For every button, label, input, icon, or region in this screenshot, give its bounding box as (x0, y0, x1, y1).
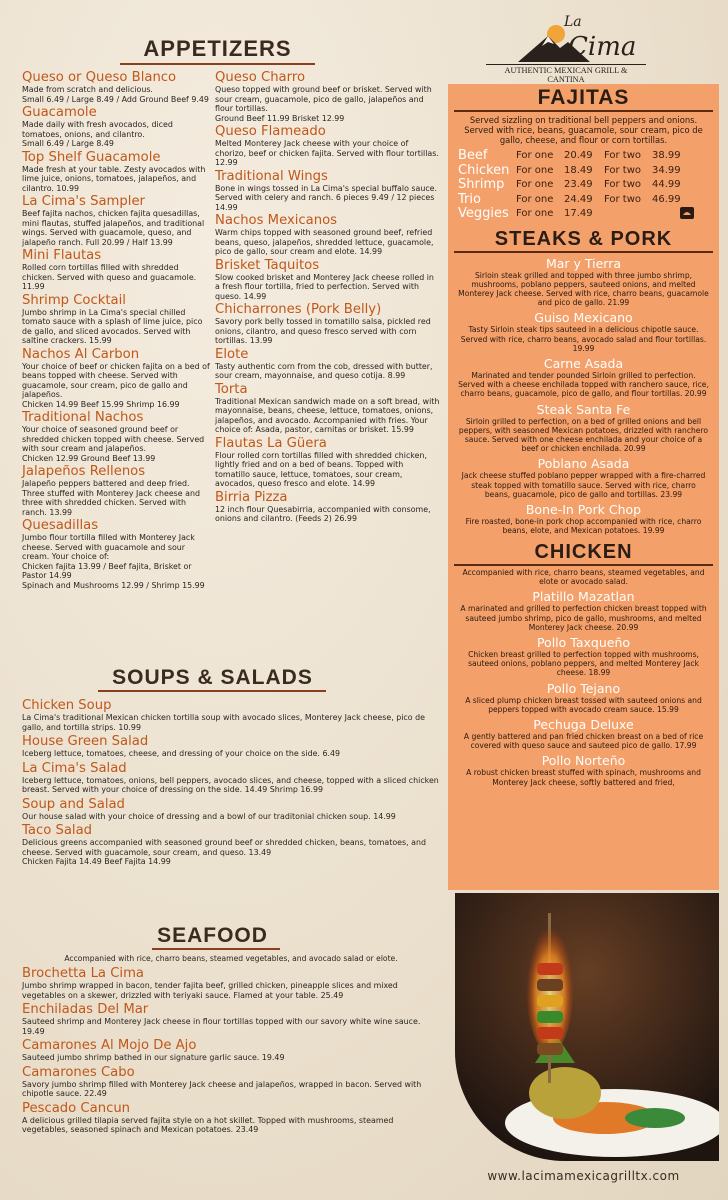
menu-item-name: Platillo Mazatlan (532, 589, 635, 605)
fajita-name: Chicken (458, 162, 510, 178)
menu-item-description: A marinated and grilled to perfection chicken breast topped with sauteed jumbo shrimp, pico de gallo, mushrooms, and melted Monterey Jack cheese. 20.99 (460, 604, 707, 632)
fajita-for-two-label: For two (604, 164, 642, 176)
fajitas-table (448, 149, 719, 222)
menu-item (22, 1101, 440, 1135)
menu-item-description: Jumbo flour tortilla filled with Monterey Jack cheese. Served with guacamole and sour cream. Your choice of: Chicken fajita 13.99 / Beef fajita, Brisket or Pastor 14.99 Spinach and Mushrooms 12.99 / Shrimp 15.99 (22, 533, 205, 590)
fajita-name: Trio (458, 191, 481, 207)
soups-column (22, 698, 440, 869)
menu-item (22, 698, 440, 732)
menu-item-name: Mini Flautas (22, 248, 102, 263)
menu-item-name: Mar y Tierra (545, 255, 622, 271)
menu-item (215, 213, 440, 257)
menu-item (22, 293, 212, 346)
menu-item (22, 70, 212, 104)
menu-item-name: Carne Asada (543, 355, 624, 371)
menu-item-name: Brisket Taquitos (215, 257, 320, 273)
menu-item-name: La Cima's Sampler (22, 194, 145, 209)
menu-item (22, 1065, 440, 1099)
menu-item-description: Traditional Mexican sandwich made on a soft bread, with mayonnaise, beans, cheese, lettuce, tomatoes, onions, jalapeños, and avocado. Accompanied with fries. Your choice of: Asada, pastor, carnitas or brisket. 15.99 (215, 396, 440, 434)
food-photo (455, 893, 719, 1161)
menu-item-description: Your choice of beef or chicken fajita on a bed of beans topped with cheese. Served with guacamole, sour cream, pico de gallo and jalapeños. Chicken 14.99 Beef 15.99 Shrimp 16.99 (22, 361, 210, 409)
menu-item (448, 681, 719, 714)
menu-item-name: Pescado Cancun (22, 1100, 131, 1116)
fajita-row (458, 193, 719, 208)
menu-item-description: Warm chips topped with seasoned ground beef, refried beans, queso, jalapeños, shredded lettuce, guacamole, pico de gallo, sour cream and elote. 14.99 (215, 228, 434, 256)
fajita-for-one-price: 20.49 (564, 150, 593, 161)
menu-item-name: Brochetta La Cima (22, 966, 145, 981)
menu-item-name: Soup and Salad (22, 796, 125, 812)
fajita-name: Beef (458, 148, 488, 163)
menu-item-description: Your choice of seasoned ground beef or shredded chicken topped with cheese. Served with sour cream and jalapeños. Chicken 12.99 Ground Beef 13.99 (22, 425, 205, 463)
menu-item (22, 248, 212, 292)
menu-item (215, 258, 440, 302)
menu-item-name: Quesadillas (22, 518, 99, 533)
menu-item (22, 734, 440, 759)
menu-item-description: Our house salad with your choice of dressing and a bowl of our traditonial chicken soup. 14.99 (22, 811, 396, 821)
chicken-subtitle: Accompanied with rice, charro beans, steamed vegetables, and elote or avocado salad. (462, 568, 705, 587)
menu-item (448, 310, 719, 353)
fajita-for-two-price: 44.99 (652, 179, 681, 190)
menu-item (22, 761, 440, 795)
menu-item-description: 12 inch flour Quesabirria, accompanied with consome, onions and cilantro. (Feeds 2) 26.99 (215, 504, 431, 523)
sizzling-skillet-icon (680, 207, 694, 219)
menu-item (22, 797, 440, 822)
seafood-column (22, 966, 440, 1137)
menu-item-name: Camarones Cabo (22, 1064, 135, 1080)
fajita-for-one-label: For one (516, 179, 554, 190)
soups-title: SOUPS & SALADS (112, 666, 313, 689)
appetizers-title: APPETIZERS (143, 36, 292, 61)
menu-item (448, 256, 719, 308)
brand-name-main: Cima (568, 32, 637, 62)
menu-item-name: Bone-In Pork Chop (525, 501, 642, 517)
seafood-subtitle: Accompanied with rice, charro beans, steamed vegetables, and avocado salad or elote. (64, 954, 398, 963)
right-panel (448, 84, 719, 890)
menu-item (448, 356, 719, 399)
menu-item-name: Pollo Taxqueño (536, 634, 631, 650)
menu-item (22, 464, 212, 517)
menu-item-description: Queso topped with ground beef or brisket. Served with sour cream, guacamole, pico de gallo, jalapeños and flour tortillas. Ground Beef 11.99 Brisket 12.99 (215, 85, 432, 123)
menu-item (22, 1002, 440, 1036)
fajita-name: Veggies (458, 206, 509, 221)
menu-item-description: Iceberg lettuce, tomatoes, onions, bell peppers, avocado slices, and cheese, topped with a sliced chicken breast. Served with your choice of dressing on the side. 14.49 Shrimp 16.99 (22, 775, 439, 794)
fajita-for-two-label (604, 207, 652, 222)
fajita-name: Shrimp (458, 177, 505, 192)
menu-item-description: Melted Monterey Jack cheese with your choice of chorizo, beef or chicken fajita. Served with flour tortillas. 12.99 (215, 139, 439, 167)
menu-item (448, 589, 719, 632)
menu-item-name: Pollo Norteño (541, 753, 626, 769)
menu-item-description: Delicious greens accompanied with seasoned ground beef or shredded chicken, beans, tomatoes, and cheese. Served with guacamole, sour cream, and queso. 13.49 Chicken Fajita 14.49 Beef Fajita 14.99 (22, 838, 426, 866)
fajita-for-two-price: 46.99 (652, 193, 681, 205)
menu-item-name: Taco Salad (22, 823, 93, 838)
menu-item-name: Torta (215, 381, 248, 397)
menu-item-name: Shrimp Cocktail (22, 292, 126, 308)
menu-item (22, 823, 440, 867)
menu-item-name: Chicharrones (Pork Belly) (215, 302, 382, 317)
menu-item-name: Chicken Soup (22, 698, 112, 713)
menu-item (22, 347, 212, 410)
menu-item (448, 502, 719, 535)
fajita-for-one-price: 24.49 (564, 193, 593, 205)
menu-item-description: Made daily with fresh avocados, diced tomatoes, onions, and cilantro. Small 6.49 / Large 8.49 (22, 120, 173, 148)
fajita-row (458, 164, 719, 179)
fajita-for-one-label: For one (516, 193, 554, 205)
menu-item (215, 70, 440, 123)
menu-item (22, 105, 212, 149)
fajita-for-two-label: For two (604, 193, 642, 205)
fajita-for-one-label: For one (516, 208, 554, 219)
steaks-title: STEAKS & PORK (494, 227, 673, 250)
brand-logo (486, 14, 646, 84)
menu-item-name: Nachos Mexicanos (215, 213, 338, 228)
menu-item-name: La Cima's Salad (22, 760, 127, 776)
menu-item-description: Sauteed shrimp and Monterey Jack cheese in flour tortillas topped with our savory white wine sauce. 19.49 (22, 1017, 421, 1036)
menu-item-description: A sliced plump chicken breast tossed with sauteed onions and peppers topped with avocado cream sauce. 15.99 (465, 695, 702, 714)
menu-item-name: Poblano Asada (537, 456, 630, 472)
menu-item-description: Savory pork belly tossed in tomatillo salsa, pickled red onions, cilantro, and queso fresco served with corn tortillas. 13.99 (215, 317, 431, 345)
menu-item (215, 382, 440, 435)
website-url[interactable]: www.lacimamexicagrilltx.com (487, 1169, 680, 1183)
menu-item (448, 456, 719, 499)
menu-item-description: Beef fajita nachos, chicken fajita quesadillas, mini flautas, stuffed jalapeños, and traditional wings. Served with guacamole, queso, and jalapeño ranch. Full 20.99 / Half 13.99 (22, 209, 205, 247)
chicken-title: CHICKEN (534, 541, 633, 564)
menu-item-description: Jack cheese stuffed poblano pepper wrapped with a fire-charred steak topped with tomatillo sauce. Served with rice, charro beans, guacamole, pico de gallo and tortillas. 23.99 (461, 471, 706, 499)
menu-item-description: Sirloin steak grilled and topped with three jumbo shrimp, mushrooms, poblano peppers, sauteed onions, and melted Monterey Jack cheese. Served with rice, charro beans, guacamole and pico de gallo. 21.99 (458, 270, 709, 308)
fajita-skewer-photo (455, 893, 719, 1161)
menu-item-description: Sauteed jumbo shrimp bathed in our signature garlic sauce. 19.49 (22, 1053, 285, 1062)
menu-item-name: Steak Santa Fe (536, 401, 631, 417)
brand-tagline: AUTHENTIC MEXICAN GRILL & CANTINA (486, 64, 646, 86)
menu-item-name: Camarones Al Mojo De Ajo (22, 1038, 197, 1053)
menu-item-description: Jumbo shrimp in La Cima's special chilled tomato sauce with a splash of lime juice, pico de gallo, and sliced avocados. Served with saltine crackers. 15.99 (22, 307, 203, 345)
fajita-for-one-label: For one (516, 150, 554, 161)
menu-item-description: Jalapeño peppers battered and deep fried. Three stuffed with Monterey Jack cheese and three with shredded chicken. Served with ranch. 13.99 (22, 479, 201, 517)
appetizers-rule (120, 63, 315, 65)
menu-item-description: Made from scratch and delicious. Small 6.49 / Large 8.49 / Add Ground Beef 9.49 (22, 85, 209, 104)
fajita-for-two-price: 34.99 (652, 164, 681, 176)
menu-item (215, 302, 440, 346)
menu-item-name: Guacamole (22, 105, 97, 120)
brand-name-top: La (564, 14, 582, 30)
menu-item-description: Jumbo shrimp wrapped in bacon, tender fajita beef, grilled chicken, pineapple slices and mixed vegetables on a skewer, drizzled with teriyaki sauce. Flamed at your table. 25.49 (22, 981, 398, 1000)
menu-item (22, 150, 212, 194)
menu-item (22, 966, 440, 1000)
steaks-rule (454, 251, 713, 253)
menu-item (215, 347, 440, 381)
menu-item-name: Guiso Mexicano (534, 310, 633, 326)
menu-item-name: Birria Pizza (215, 489, 288, 505)
menu-item-name: Queso Charro (215, 70, 306, 85)
menu-item (22, 194, 212, 247)
fajitas-title: FAJITAS (537, 86, 630, 109)
menu-item (448, 753, 719, 786)
menu-item-name: Top Shelf Guacamole (22, 149, 161, 165)
steaks-list (448, 256, 719, 536)
appetizers-right-column (215, 70, 440, 525)
menu-item-description: Marinated and tender pounded Sirloin grilled to perfection. Served with a cheese enchilada topped with ranchero sauce, rice, charro beans, guacamole, pico de gallo, and flour tortillas. 20.99 (458, 370, 709, 399)
menu-item-description: Savory jumbo shrimp filled with Monterey Jack cheese and jalapeños, wrapped in bacon. Served with chipotle sauce. 22.49 (22, 1079, 422, 1098)
menu-item (448, 717, 719, 750)
appetizers-left-column (22, 70, 212, 591)
menu-item-description: A gently battered and pan fried chicken breast on a bed of rice covered with queso sauce and sauteed pico de gallo. 17.99 (463, 731, 704, 751)
fajita-for-two-label: For two (604, 150, 642, 161)
menu-item (215, 124, 440, 168)
menu-item-name: Pechuga Deluxe (533, 716, 634, 732)
menu-item-description: Slow cooked brisket and Monterey Jack cheese rolled in a fresh flour tortilla, fried to perfection. Served with queso. 14.99 (215, 272, 434, 301)
menu-item-name: Pollo Tejano (546, 680, 621, 696)
menu-item-name: Traditional Wings (215, 168, 328, 184)
menu-item-name: Queso Flameado (215, 124, 326, 139)
menu-item-description: Iceberg lettuce, tomatoes, cheese, and dressing of your choice on the side. 6.49 (22, 749, 341, 758)
menu-item (22, 1038, 440, 1063)
menu-item-name: Nachos Al Carbon (22, 346, 140, 362)
menu-item-name: Queso or Queso Blanco (22, 70, 177, 85)
menu-item (448, 635, 719, 678)
fajita-for-one-label: For one (516, 164, 554, 176)
menu-item-name: Jalapeños Rellenos (22, 464, 146, 479)
menu-item-description: Tasty Sirloin steak tips sauteed in a delicious chipotle sauce. Served with rice, charro beans, avocado salad and flour tortillas. 19.99 (460, 325, 707, 353)
menu-item-description: Sirloin grilled to perfection, on a bed of grilled onions and bell peppers, with seasoned Mexican potatoes, drizzled with ranchero sauce. Served with one cheese enchilada and your choice of a beef or chicken enchilada. 20.99 (458, 416, 709, 454)
menu-item-name: House Green Salad (22, 734, 149, 749)
fajitas-desc: Served sizzling on traditional bell peppers and onions. Served with rice, beans, guacamole, sour cream, pico de gallo, cheese, and flour or corn tortillas. (464, 115, 703, 145)
fajita-row (458, 149, 719, 164)
menu-item-description: Made fresh at your table. Zesty avocados with lime juice, onions, tomatoes, jalapeños, and cilantro. 10.99 (22, 164, 206, 193)
menu-item (448, 402, 719, 454)
menu-item-description: La Cima's traditional Mexican chicken tortilla soup with avocado slices, Monterey Jack cheese, pico de gallo, and tortilla strips. 10.99 (22, 713, 425, 732)
menu-item-description: A delicious grilled tilapia served fajita style on a hot skillet. Topped with mushrooms, steamed vegetables, seasoned spinach and Mexican potatoes. 23.49 (22, 1115, 394, 1134)
menu-item-name: Elote (215, 346, 249, 362)
seafood-rule (152, 948, 280, 950)
menu-item-description: Tasty authentic corn from the cob, dressed with butter, sour cream, mayonnaise, and queso cotija. 8.99 (215, 361, 433, 380)
menu-item (22, 410, 212, 463)
menu-item (22, 518, 212, 590)
menu-item (215, 436, 440, 489)
seafood-title: SEAFOOD (157, 924, 268, 947)
menu-item-description: Chicken breast grilled to perfection topped with mushrooms, sauteed onions, poblano peppers, and melted Monterey Jack cheese. 18.99 (468, 649, 699, 678)
fajita-for-two-label: For two (604, 179, 642, 190)
fajita-for-one-price: 18.49 (564, 164, 593, 176)
fajita-for-two-price: 38.99 (652, 150, 681, 161)
menu-item-description: Bone in wings tossed in La Cima's special buffalo sauce. Served with celery and ranch. 6 pieces 9.49 / 12 pieces 14.99 (215, 183, 438, 212)
chicken-rule (454, 564, 713, 566)
chicken-list (448, 589, 719, 786)
menu-item-description: Flour rolled corn tortillas filled with shredded chicken, lightly fried and on a bed of beans. Topped with tomatillo sauce, lettuce, tomatoes, sour cream, avocados, queso fresco and elote. 14.99 (215, 450, 427, 488)
fajita-for-one-price: 17.49 (564, 208, 593, 219)
fajitas-rule (454, 110, 713, 112)
menu-item-description: Fire roasted, bone-in pork chop accompanied with rice, charro beans, elote, and Mexican potatoes. 19.99 (465, 516, 702, 536)
menu-item-description: A robust chicken breast stuffed with spinach, mushrooms and Monterey Jack cheese, softly battered and fried, (466, 768, 701, 787)
menu-item-name: Flautas La Güera (215, 435, 327, 451)
soups-rule (98, 690, 326, 692)
menu-item (215, 169, 440, 213)
menu-item (215, 490, 440, 524)
menu-item-description: Rolled corn tortillas filled with shredded chicken. Served with queso and guacamole. 11.99 (22, 263, 197, 291)
fajita-for-one-price: 23.49 (564, 179, 593, 190)
fajita-row (458, 178, 719, 193)
menu-item-name: Enchiladas Del Mar (22, 1002, 149, 1017)
menu-item-name: Traditional Nachos (22, 410, 144, 425)
